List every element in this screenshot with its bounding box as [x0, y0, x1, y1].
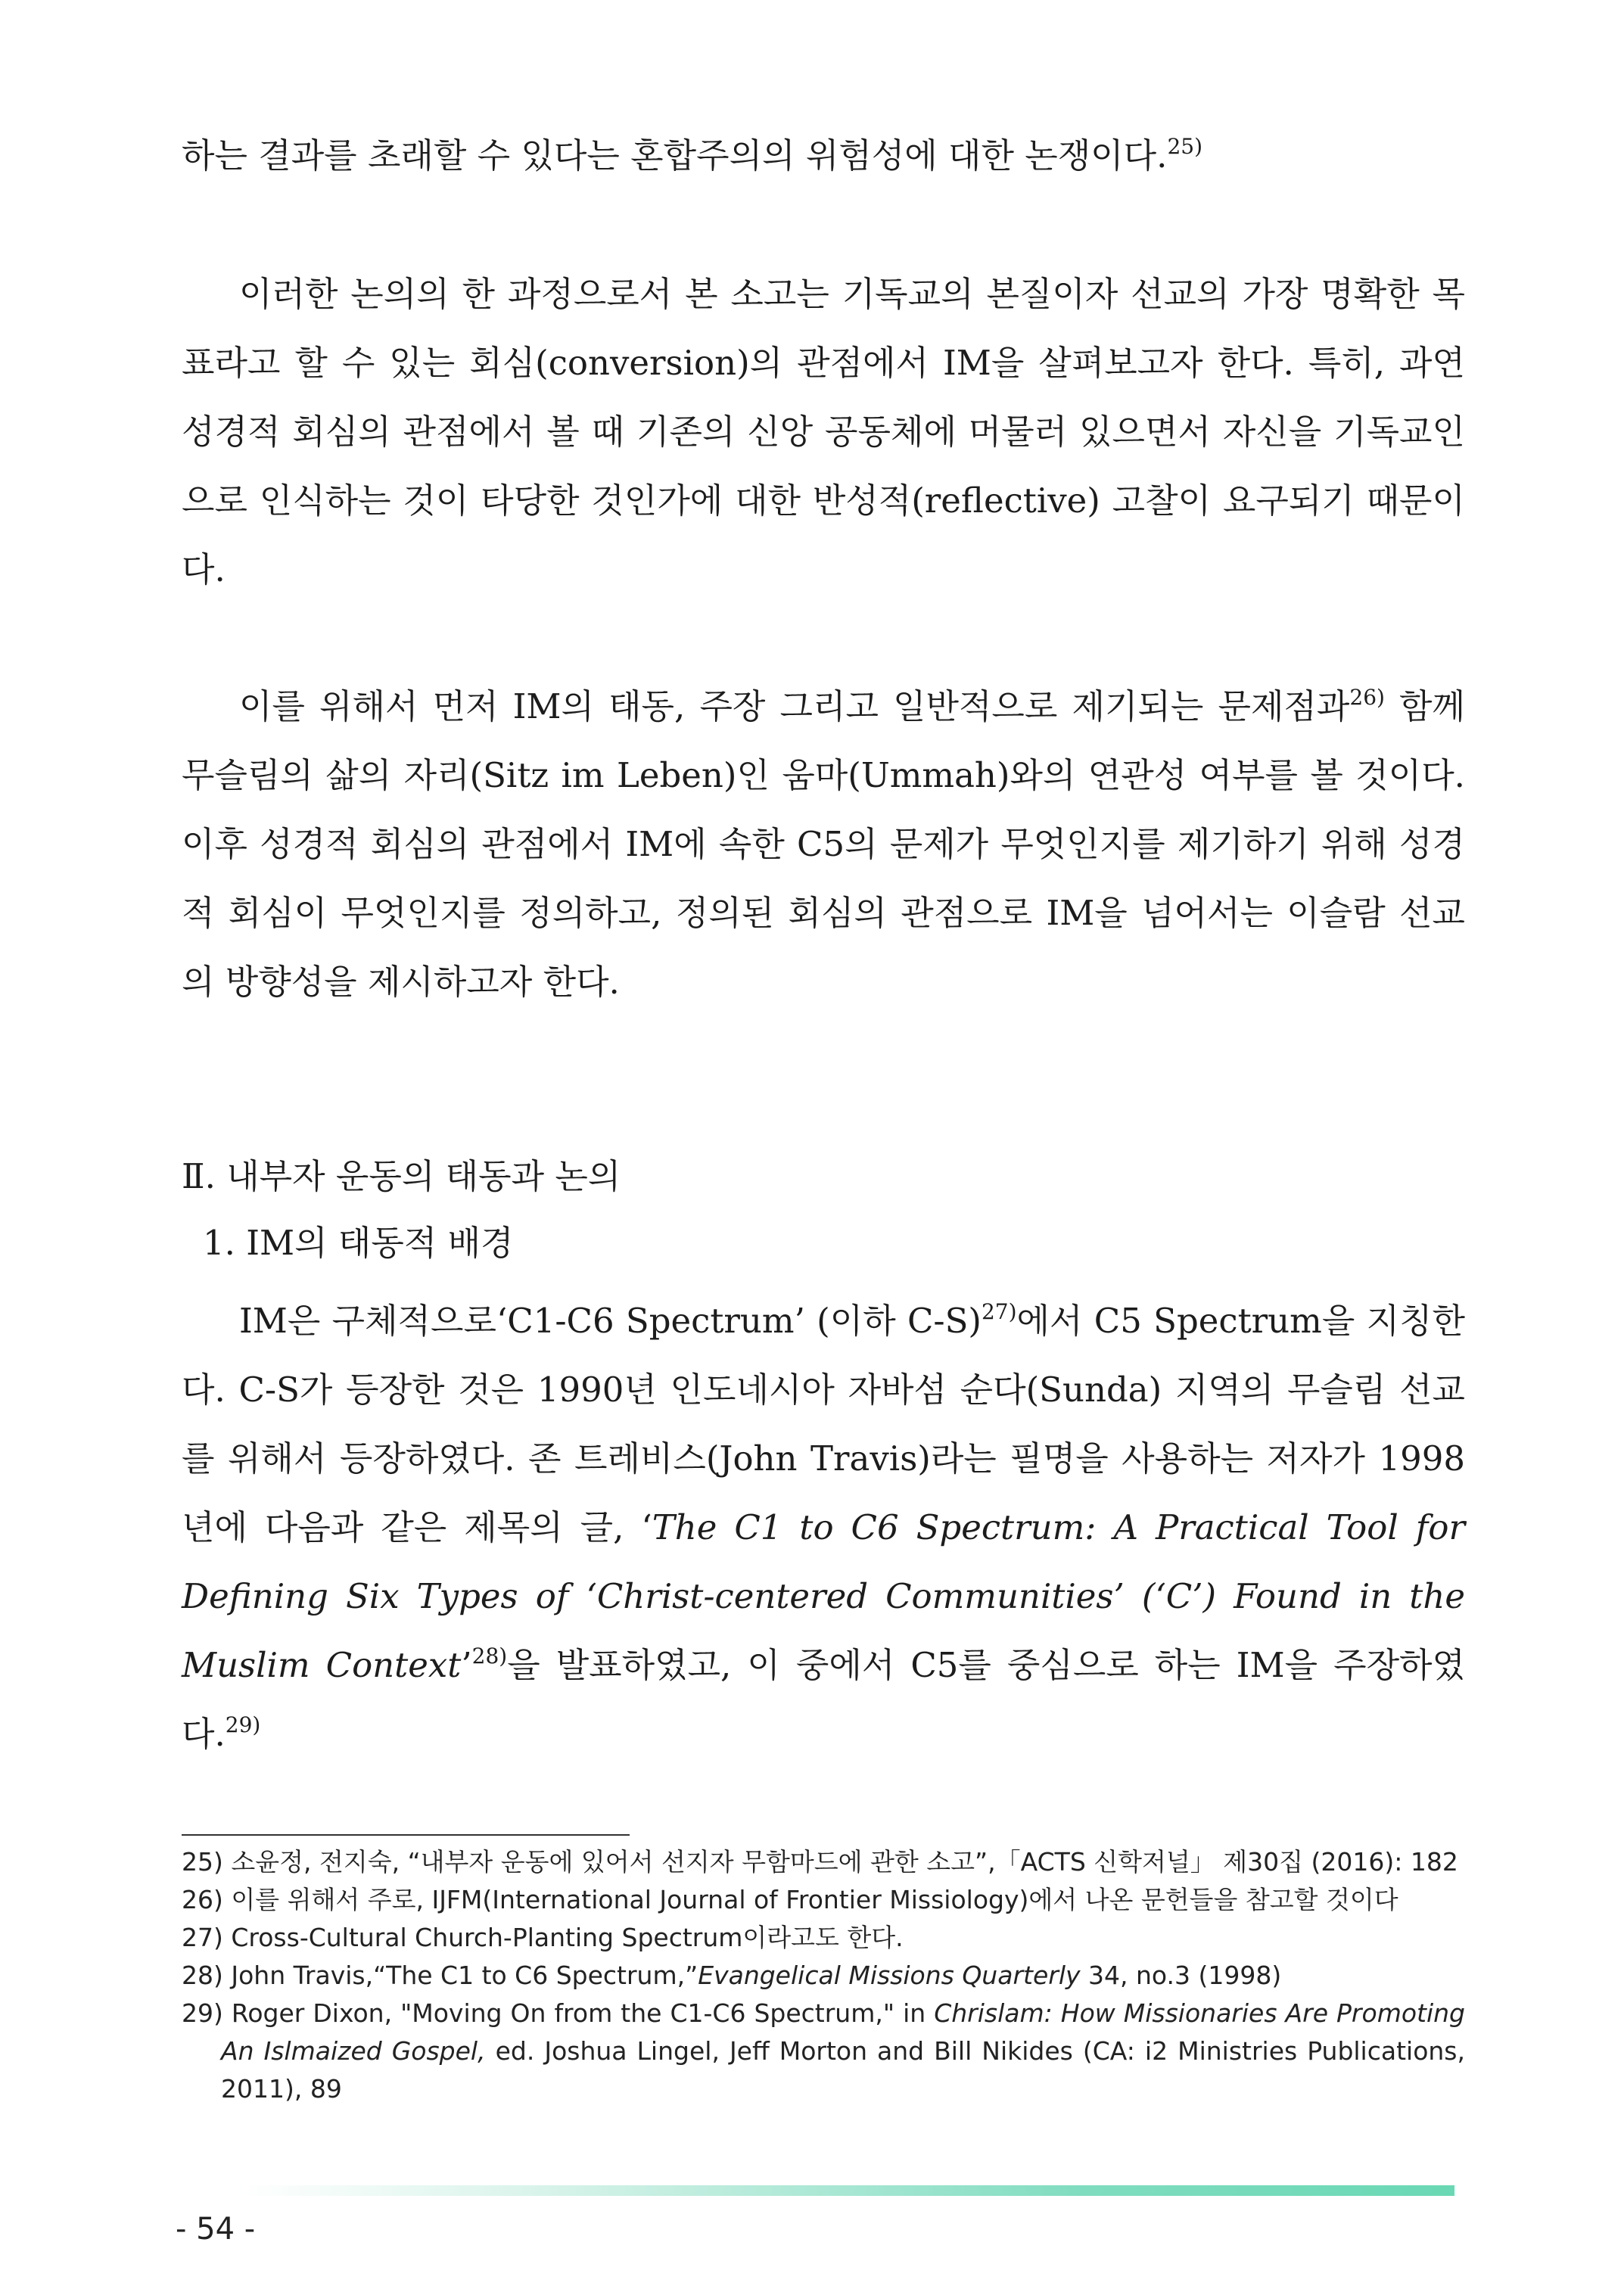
paragraph-1-block [182, 260, 1465, 604]
paragraph-3-text-b: 에서 C5 Spectrum을 지칭한다. C-S가 등장한 것은 1990년 인도네시아 자바섬 순다(Sunda) 지역의 무슬림 선교를 위해서 등장하였다. 존 트레비스(John Travis)라는 필명을 사용하는 저자가 1998년에 다음과 같은 제목의 글, ‘ [182, 1301, 1465, 1547]
footnote-29-text: 29) Roger Dixon, "Moving On from the C1-C6 Spectrum," in [182, 1998, 935, 2028]
paragraph-3-block [182, 1286, 1465, 1768]
footnote-29-publication: ed. Joshua Lingel, Jeff Morton and Bill Nikides (CA: i2 Ministries Publications, 2011), 89 [221, 2036, 1465, 2104]
footnote-ref-28: 28) [471, 1644, 508, 1668]
footnote-ref-25: 25) [1167, 134, 1202, 159]
footnote-28-text: 28) John Travis,“The C1 to C6 Spectrum,” [182, 1961, 698, 1990]
footnote-29 [182, 1995, 1465, 2108]
intro-paragraph [182, 121, 1465, 190]
footnote-28 [182, 1957, 1465, 1995]
paragraph-3 [182, 1286, 1465, 1768]
page-footer-bar [239, 2185, 1454, 2196]
footnote-ref-26: 26) [1349, 685, 1385, 710]
footnote-25: 25) 소윤정, 전지숙, “내부자 운동에 있어서 선지자 무함마드에 관한 소고”,「ACTS 신학저널」 제30집 (2016): 182 [182, 1847, 1458, 1877]
subsection-heading: 1. IM의 태동적 배경 [203, 1223, 514, 1263]
paragraph-1: 이러한 논의의 한 과정으로서 본 소고는 기독교의 본질이자 선교의 가장 명확한 목표라고 할 수 있는 회심(conversion)의 관점에서 IM을 살펴보고자 한다. 특히, 과연 성경적 회심의 관점에서 볼 때 기존의 신앙 공동체에 머물러 있으면서 자신을 기독교인으로 인식하는 것이 타당한 것인가에 대한 반성적(reflective) 고찰이 요구되기 때문이다. [182, 274, 1465, 589]
paragraph-2-text-b: 함께 무슬림의 삶의 자리(Sitz im Leben)인 움마(Ummah)와의 연관성 여부를 볼 것이다. 이후 성경적 회심의 관점에서 IM에 속한 C5의 문제가 무엇인지를 제기하기 위해 성경적 회심이 무엇인지를 정의하고, 정의된 회심의 관점으로 IM을 넘어서는 이슬람 선교의 방향성을 제시하고자 한다. [182, 686, 1465, 1002]
footnote-divider [182, 1834, 630, 1836]
footnote-29-book-title: Chrislam: How Missionaries Are Promoting An Islmaized Gospel, [221, 1998, 1465, 2066]
footnote-28-journal: Evangelical Missions Quarterly [698, 1961, 1081, 1990]
article-title: The C1 to C6 Spectrum: A Practical Tool for Defining Six Types of ‘Christ-centered Communities’ (‘C’) Found in the Muslim Context [182, 1507, 1465, 1685]
paragraph-3-quote-close: ’ [461, 1645, 472, 1685]
footnote-28-volume: 34, no.3 (1998) [1080, 1961, 1282, 1990]
section-heading: Ⅱ. 내부자 운동의 태동과 논의 [182, 1156, 621, 1196]
footnote-27: 27) Cross-Cultural Church-Planting Spectrum이라고도 한다. [182, 1923, 904, 1952]
paragraph-3-text-c: 을 발표하였고, 이 중에서 C5를 중심으로 하는 IM을 주장하였다. [182, 1645, 1466, 1754]
paragraph-2 [182, 672, 1465, 1016]
intro-line [182, 121, 1465, 190]
footnote-ref-27: 27) [981, 1299, 1017, 1324]
footnotes [182, 1843, 1465, 2108]
paragraph-2-block [182, 672, 1465, 1016]
page-number: - 54 - [176, 2212, 256, 2247]
paragraph-2-text-a: 이를 위해서 먼저 IM의 태동, 주장 그리고 일반적으로 제기되는 문제점과 [239, 686, 1350, 726]
footnote-26: 26) 이를 위해서 주로, IJFM(International Journal of Frontier Missiology)에서 나온 문헌들을 참고할 것이다 [182, 1885, 1398, 1914]
intro-text: 하는 결과를 초래할 수 있다는 혼합주의의 위험성에 대한 논쟁이다. [182, 135, 1168, 176]
paragraph-3-text-a: IM은 구체적으로‘C1-C6 Spectrum’ (이하 C-S) [239, 1301, 982, 1341]
footnote-ref-29: 29) [225, 1712, 261, 1737]
